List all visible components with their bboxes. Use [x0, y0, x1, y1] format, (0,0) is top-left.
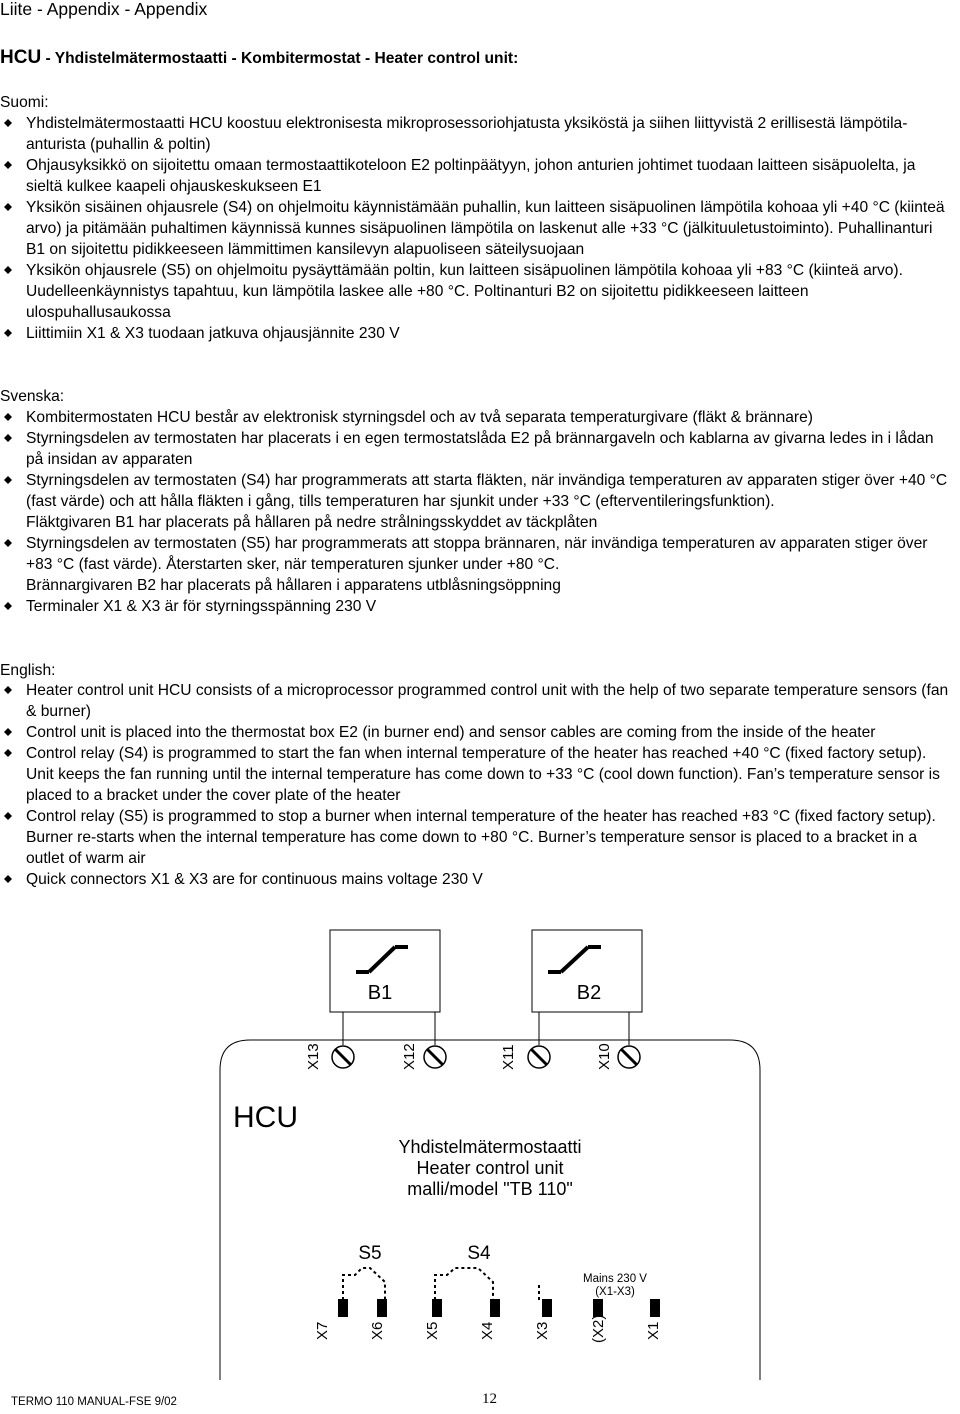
terminal-screw-icon	[332, 1046, 354, 1068]
sensor-b2-symbol	[548, 947, 601, 972]
diamond-bullet-icon	[4, 119, 12, 127]
diamond-bullet-icon	[4, 329, 12, 337]
connector-tab	[490, 1299, 500, 1317]
list-item	[0, 470, 950, 533]
diamond-bullet-icon	[4, 875, 12, 883]
bullet-text: Control unit is placed into the thermostat box E2 (in burner end) and sensor cables are coming from the inside of the heater	[26, 724, 876, 741]
connector-tab	[338, 1299, 348, 1317]
suomi-list	[0, 113, 950, 344]
hcu-wiring-diagram	[0, 920, 960, 1390]
hcu-code: HCU	[0, 47, 42, 68]
list-item	[0, 533, 950, 596]
terminal-screw-icon	[424, 1046, 446, 1068]
list-item	[0, 869, 950, 890]
bullet-text: Yksikön ohjausrele (S5) on ohjelmoitu pysäyttämään poltin, kun laitteen sisäpuolinen lämpötila kohoaa yli +83 °C (kiinteä arvo). Uudelleenkäynnistys tapahtuu, kun lämpötila laskee alle +80 °C. Poltinanturi B2 on sijoitettu pidikkeeseen laitteen ulospuhallusaukossa	[26, 262, 903, 321]
section-title	[0, 45, 518, 71]
list-item	[0, 260, 950, 323]
section-subtitle: - Yhdistelmätermostaatti - Kombitermostat - Heater control unit:	[41, 50, 519, 67]
bullet-text: Styrningsdelen av termostaten (S4) har programmerats att starta fläkten, när invändiga temperaturen av apparaten stiger över +40 °C (fast värde) och att hålla fläkten i gång, tills temperaturen har sjunkit under +33 °C (efterventileringsfunktion).	[26, 472, 948, 510]
terminal-screw-icon	[618, 1046, 640, 1068]
terminal-label-x4: X4	[479, 1321, 496, 1340]
list-item	[0, 323, 950, 344]
diamond-bullet-icon	[4, 602, 12, 610]
connector-tab	[650, 1299, 660, 1317]
terminal-label-x2: (X2)	[590, 1314, 607, 1343]
connector-tab	[542, 1299, 552, 1317]
bottom-terminal-labels	[314, 1315, 662, 1343]
english-heading: English:	[0, 662, 56, 679]
bullet-text: Heater control unit HCU consists of a microprocessor programmed control unit with the help of two separate temperature sensors (fan & burner)	[26, 682, 949, 720]
diamond-bullet-icon	[4, 728, 12, 736]
list-item	[0, 428, 950, 470]
terminal-label-x7: X7	[314, 1321, 331, 1340]
list-item	[0, 596, 950, 617]
terminal-label-x6: X6	[369, 1321, 386, 1340]
relay-s4-label: S4	[467, 1243, 491, 1264]
mains-label-line1: Mains 230 V	[583, 1273, 647, 1285]
list-item	[0, 155, 950, 197]
sensor-b2-label: B2	[576, 982, 602, 1004]
bullet-text: Control relay (S4) is programmed to start the fan when internal temperature of the heater has reached +40 °C (fixed factory setup). Unit keeps the fan running until the internal temperature has come down to +33 °C (cool down function). Fan’s temperature sensor is placed to a bracket under the cover plate of the heater	[26, 745, 940, 804]
connector-tab	[377, 1299, 387, 1317]
terminal-label-x5: X5	[424, 1321, 441, 1340]
relay-s5-label: S5	[358, 1243, 382, 1264]
bullet-text: Ohjausyksikkö on sijoitettu omaan termostaattikoteloon E2 poltinpäätyyn, johon anturien johtimet tuodaan laitteen sisäpuolelta, ja sieltä kulkee kaapeli ohjauskeskukseen E1	[26, 157, 916, 195]
list-item	[0, 722, 950, 743]
bullet-text: Yksikön sisäinen ohjausrele (S4) on ohjelmoitu käynnistämään puhallin, kun laitteen sisäpuolinen lämpötila kohoaa yli +40 °C (kiinteä arvo) ja pitämään puhaltimen käynnissä kunnes sisäpuolinen lämpötila on laskenut alle +33 °C (jälkituuletustoiminto). Puhallinanturi B1 on sijoitettu pidikkeeseen lämmittimen kansilevyn alapuoliseen säteilysuojaan	[26, 199, 945, 258]
suomi-heading: Suomi:	[0, 94, 49, 111]
bullet-text: Kombitermostaten HCU består av elektronisk styrningsdel och av två separata temperaturgivare (fläkt & brännare)	[26, 409, 813, 426]
svenska-list	[0, 407, 950, 617]
diamond-bullet-icon	[4, 476, 12, 484]
terminal-label-x1: X1	[645, 1321, 662, 1340]
diamond-bullet-icon	[4, 749, 12, 757]
bullet-extra-text: Fläktgivaren B1 har placerats på hållaren på nedre strålningsskyddet av täckplåten	[26, 514, 598, 531]
unit-label: HCU	[233, 1101, 298, 1134]
diamond-bullet-icon	[4, 539, 12, 547]
diamond-bullet-icon	[4, 266, 12, 274]
diamond-bullet-icon	[4, 413, 12, 421]
list-item	[0, 197, 950, 260]
terminal-label-x12: X12	[401, 1043, 418, 1070]
bullet-extra-text: Brännargivaren B2 har placerats på hållaren i apparatens utblåsningsöppning	[26, 577, 561, 594]
terminal-label-x11: X11	[500, 1044, 517, 1070]
diamond-bullet-icon	[4, 812, 12, 820]
unit-desc-line2: Heater control unit	[416, 1158, 564, 1178]
bullet-text: Yhdistelmätermostaatti HCU koostuu elektronisesta mikroprosessoriohjatusta yksiköstä ja siihen liittyvistä 2 erillisestä lämpötila-anturista (puhallin & poltin)	[26, 115, 908, 153]
terminal-label-x10: X10	[596, 1043, 613, 1070]
terminal-label-x3: X3	[534, 1321, 551, 1340]
list-item	[0, 806, 950, 869]
bottom-connectors	[338, 1299, 660, 1317]
sensor-b1-symbol	[356, 947, 408, 972]
unit-desc-line3: malli/model "TB 110"	[407, 1179, 573, 1199]
svenska-heading: Svenska:	[0, 388, 65, 405]
bullet-text: Styrningsdelen av termostaten (S5) har programmerats att stoppa brännaren, när invändiga temperaturen av apparaten stiger över +83 °C (fast värde). Återstarten sker, när temperaturen sjunker under +80 °C.	[26, 535, 928, 573]
list-item	[0, 113, 950, 155]
connector-tab	[593, 1299, 603, 1317]
sensor-b1-label: B1	[367, 982, 393, 1004]
english-list	[0, 680, 950, 890]
bullet-text: Liittimiin X1 & X3 tuodaan jatkuva ohjausjännite 230 V	[26, 325, 400, 342]
terminal-label-x13: X13	[305, 1043, 322, 1070]
bullet-text: Control relay (S5) is programmed to stop a burner when internal temperature of the heater has reached +83 °C (fixed factory setup). Burner re-starts when the internal temperature has come down to +80 °C. Burner’s temperature sensor is placed to a bracket in a outlet of warm air	[26, 808, 936, 867]
top-terminals	[305, 1043, 640, 1070]
diamond-bullet-icon	[4, 203, 12, 211]
diamond-bullet-icon	[4, 434, 12, 442]
list-item	[0, 680, 950, 722]
mains-label-line2: (X1-X3)	[595, 1286, 635, 1298]
list-item	[0, 743, 950, 806]
diamond-bullet-icon	[4, 161, 12, 169]
list-item	[0, 407, 950, 428]
page-header: Liite - Appendix - Appendix	[0, 0, 208, 19]
unit-desc-line1: Yhdistelmätermostaatti	[398, 1137, 582, 1157]
footer-doc-code: TERMO 110 MANUAL-FSE 9/02	[11, 1396, 177, 1408]
connector-tab	[432, 1299, 442, 1317]
relay-contacts	[343, 1268, 539, 1300]
bullet-text: Styrningsdelen av termostaten har placerats i en egen termostatslåda E2 på brännargaveln och kablarna av givarna ledes in i lådan på insidan av apparaten	[26, 430, 934, 468]
terminal-screw-icon	[528, 1046, 550, 1068]
bullet-text: Quick connectors X1 & X3 are for continuous mains voltage 230 V	[26, 871, 483, 888]
page-number: 12	[482, 1391, 497, 1407]
bullet-text: Terminaler X1 & X3 är för styrningsspänning 230 V	[26, 598, 377, 615]
diamond-bullet-icon	[4, 686, 12, 694]
